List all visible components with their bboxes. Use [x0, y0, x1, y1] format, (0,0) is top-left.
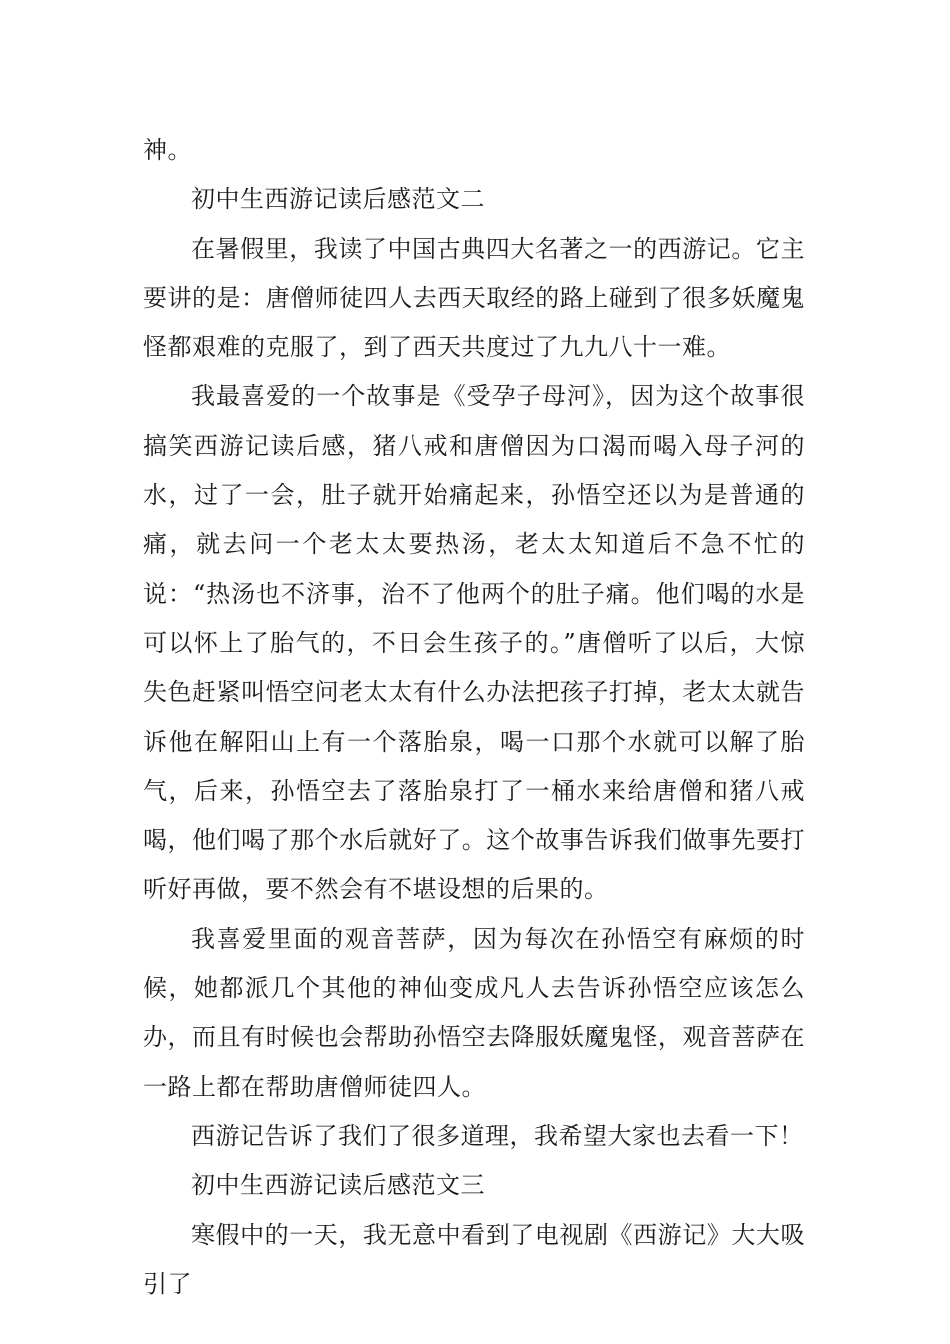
paragraph-favorite-story: 我最喜爱的一个故事是《受孕子母河》，因为这个故事很搞笑西游记读后感，猪八戒和唐僧因为口渴而喝入母子河的水，过了一会，肚子就开始痛起来，孙悟空还以为是普通的痛，就去问一个老太太要热汤，老太太知道后不急不忙的说：“热汤也不济事，治不了他两个的肚子痛。他们喝的水是可以怀上了胎气的，不日会生孩子的。”唐僧听了以后，大惊失色赶紧叫悟空问老太太有什么办法把孩子打掉，老太太就告诉他在解阳山上有一个落胎泉，喝一口那个水就可以解了胎气，后来，孙悟空去了落胎泉打了一桶水来给唐僧和猪八戒喝，他们喝了那个水后就好了。这个故事告诉我们做事先要打听好再做，要不然会有不堪设想的后果的。: [143, 382, 805, 904]
paragraph-guanyin: 我喜爱里面的观音菩萨，因为每次在孙悟空有麻烦的时候，她都派几个其他的神仙变成凡人去告诉孙悟空应该怎么办，而且有时候也会帮助孙悟空去降服妖魔鬼怪，观音菩萨在一路上都在帮助唐僧师徒四人。: [143, 924, 805, 1101]
document-body: [143, 126, 805, 1309]
section-heading-3: 初中生西游记读后感范文三: [191, 1171, 485, 1200]
paragraph-conclusion: 西游记告诉了我们了很多道理，我希望大家也去看一下！: [191, 1121, 804, 1150]
paragraph-winter-break: 寒假中的一天，我无意中看到了电视剧《西游记》大大吸引了: [143, 1220, 805, 1298]
section-heading-2: 初中生西游记读后感范文二: [191, 185, 485, 214]
paragraph-summary: 在暑假里，我读了中国古典四大名著之一的西游记。它主要讲的是：唐僧师徒四人去西天取经的路上碰到了很多妖魔鬼怪都艰难的克服了，到了西天共度过了九九八十一难。: [143, 234, 805, 362]
paragraph-continuation: 神。: [143, 136, 192, 164]
